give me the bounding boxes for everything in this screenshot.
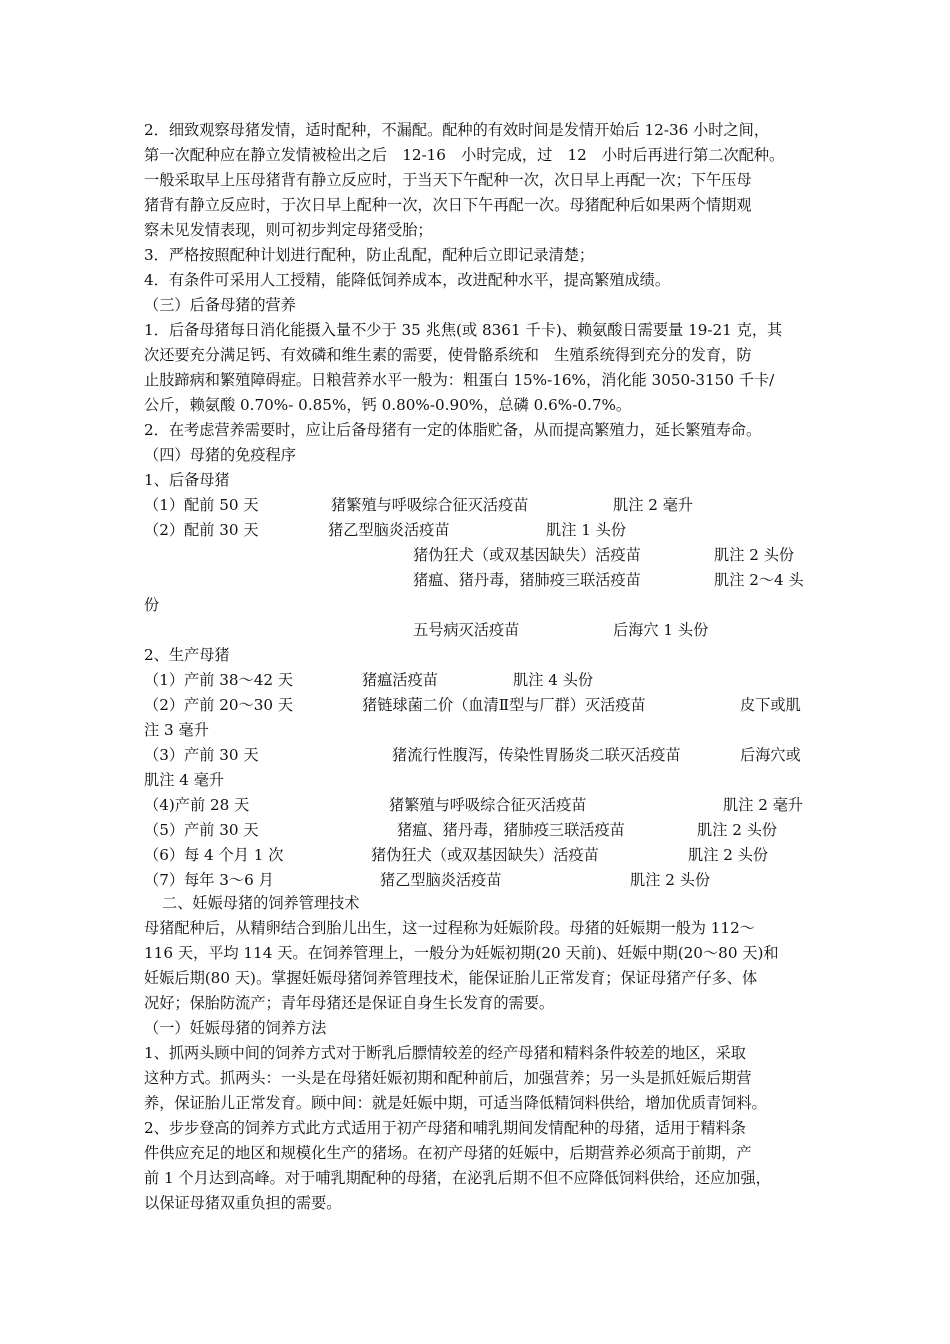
- schedule-dose: 肌注 2 毫升: [613, 496, 694, 514]
- subsection-heading: 2、生产母猪: [144, 646, 230, 664]
- paragraph-line: 母猪配种后，从精卵结合到胎儿出生，这一过程称为妊娠阶段。母猪的妊娠期一般为 112～: [144, 919, 755, 937]
- schedule-dose: 肌注 4 头份: [513, 671, 594, 689]
- paragraph-line: 止肢蹄病和繁殖障碍症。日粮营养水平一般为：粗蛋白 15%-16%，消化能 3050-3150 千卡/: [144, 371, 775, 389]
- section-heading: （一）妊娠母猪的饲养方法: [144, 1019, 327, 1037]
- paragraph-line: 养，保证胎儿正常发育。顾中间：就是妊娠中期，可适当降低精饲料供给，增加优质青饲料。: [144, 1094, 767, 1112]
- paragraph-line: 察未见发情表现，则可初步判定母猪受胎；: [144, 221, 433, 239]
- schedule-time: （1）产前 38～42 天: [144, 671, 294, 689]
- schedule-vaccine: 猪瘟活疫苗: [362, 671, 438, 689]
- schedule-dose: 后海穴或: [740, 746, 801, 764]
- schedule-vaccine: 猪流行性腹泻，传染性胃肠炎二联灭活疫苗: [392, 746, 681, 764]
- schedule-vaccine: 猪瘟、猪丹毒，猪肺疫三联活疫苗: [397, 821, 625, 839]
- schedule-dose: 肌注 2 毫升: [723, 796, 804, 814]
- paragraph-line: 2．细致观察母猪发情，适时配种，不漏配。配种的有效时间是发情开始后 12-36 小时之间，: [144, 121, 770, 139]
- schedule-vaccine: 猪繁殖与呼吸综合征灭活疫苗: [331, 496, 529, 514]
- paragraph-line: 以保证母猪双重负担的需要。: [144, 1194, 342, 1212]
- schedule-dose: 肌注 1 头份: [546, 521, 627, 539]
- paragraph-line: 件供应充足的地区和规模化生产的猪场。在初产母猪的妊娠中，后期营养必须高于前期，产: [144, 1144, 752, 1162]
- subsection-heading: 1、后备母猪: [144, 471, 230, 489]
- schedule-vaccine: 五号病灭活疫苗: [413, 621, 520, 639]
- paragraph-line: 妊娠后期(80 天)。掌握妊娠母猪饲养管理技术，能保证胎儿正常发育；保证母猪产仔多、体: [144, 969, 758, 987]
- paragraph-line: 2、步步登高的饲养方式此方式适用于初产母猪和哺乳期间发情配种的母猪，适用于精料条: [144, 1119, 746, 1137]
- schedule-time: （3）产前 30 天: [144, 746, 259, 764]
- paragraph-line: 一般采取早上压母猪背有静立反应时，于当天下午配种一次，次日早上再配一次；下午压母: [144, 171, 752, 189]
- paragraph-line: 次还要充分满足钙、有效磷和维生素的需要，使骨骼系统和 生殖系统得到充分的发育，防: [144, 346, 752, 364]
- schedule-vaccine: 猪乙型脑炎活疫苗: [380, 871, 502, 889]
- schedule-time: （5）产前 30 天: [144, 821, 259, 839]
- schedule-vaccine: 猪链球菌二价（血清Ⅱ型与厂群）灭活疫苗: [362, 696, 646, 714]
- schedule-vaccine: 猪伪狂犬（或双基因缺失）活疫苗: [371, 846, 599, 864]
- schedule-time: （4)产前 28 天: [144, 796, 250, 814]
- schedule-time: （6）每 4 个月 1 次: [144, 846, 284, 864]
- paragraph-line: 公斤，赖氨酸 0.70%- 0.85%，钙 0.80%-0.90%，总磷 0.6%-0.7%。: [144, 396, 632, 414]
- schedule-dose: 肌注 2～4 头: [714, 571, 804, 589]
- schedule-dose: 肌注 2 头份: [697, 821, 778, 839]
- schedule-vaccine: 猪乙型脑炎活疫苗: [328, 521, 450, 539]
- paragraph-line: 猪背有静立反应时，于次日早上配种一次，次日下午再配一次。母猪配种后如果两个情期观: [144, 196, 752, 214]
- paragraph-line: 这种方式。抓两头：一头是在母猪妊娠初期和配种前后，加强营养；另一头是抓妊娠后期营: [144, 1069, 752, 1087]
- section-heading: （四）母猪的免疫程序: [144, 446, 296, 464]
- section-heading: （三）后备母猪的营养: [144, 296, 296, 314]
- schedule-dose: 肌注 2 头份: [688, 846, 769, 864]
- schedule-time: （1）配前 50 天: [144, 496, 259, 514]
- schedule-vaccine: 猪瘟、猪丹毒，猪肺疫三联活疫苗: [413, 571, 641, 589]
- schedule-time: （2）配前 30 天: [144, 521, 259, 539]
- paragraph: 3．严格按照配种计划进行配种，防止乱配，配种后立即记录清楚；: [144, 246, 595, 264]
- paragraph-line: 1．后备母猪每日消化能摄入量不少于 35 兆焦(或 8361 千卡)、赖氨酸日需要量 19-21 克，其: [144, 321, 783, 339]
- schedule-dose-continued: 肌注 4 毫升: [144, 771, 225, 789]
- schedule-dose: 皮下或肌: [740, 696, 801, 714]
- schedule-time: （7）每年 3～6 月: [144, 871, 274, 889]
- schedule-time: （2）产前 20～30 天: [144, 696, 294, 714]
- schedule-vaccine: 猪伪狂犬（或双基因缺失）活疫苗: [413, 546, 641, 564]
- schedule-dose: 后海穴 1 头份: [613, 621, 709, 639]
- schedule-dose-continued: 注 3 毫升: [144, 721, 209, 739]
- paragraph-line: 前 1 个月达到高峰。对于哺乳期配种的母猪，在泌乳后期不但不应降低饲料供给，还应加强，: [144, 1169, 771, 1187]
- paragraph-line: 况好；保胎防流产；青年母猪还是保证自身生长发育的需要。: [144, 994, 555, 1012]
- schedule-vaccine: 猪繁殖与呼吸综合征灭活疫苗: [389, 796, 587, 814]
- paragraph: 2．在考虑营养需要时，应让后备母猪有一定的体脂贮备，从而提高繁殖力，延长繁殖寿命。: [144, 421, 762, 439]
- paragraph-line: 116 天，平均 114 天。在饲养管理上，一般分为妊娠初期(20 天前)、妊娠中期(20～80 天)和: [144, 944, 779, 962]
- paragraph-line: 第一次配种应在静立发情被检出之后 12-16 小时完成，过 12 小时后再进行第二次配种。: [144, 146, 785, 164]
- paragraph-line: 1、抓两头顾中间的饲养方式对于断乳后膘情较差的经产母猪和精料条件较差的地区，采取: [144, 1044, 746, 1062]
- schedule-dose: 肌注 2 头份: [630, 871, 711, 889]
- chapter-heading: 二、妊娠母猪的饲养管理技术: [162, 894, 360, 912]
- paragraph: 4．有条件可采用人工授精，能降低饲养成本，改进配种水平，提高繁殖成绩。: [144, 271, 671, 289]
- schedule-dose: 肌注 2 头份: [714, 546, 795, 564]
- schedule-dose-continued: 份: [144, 596, 160, 614]
